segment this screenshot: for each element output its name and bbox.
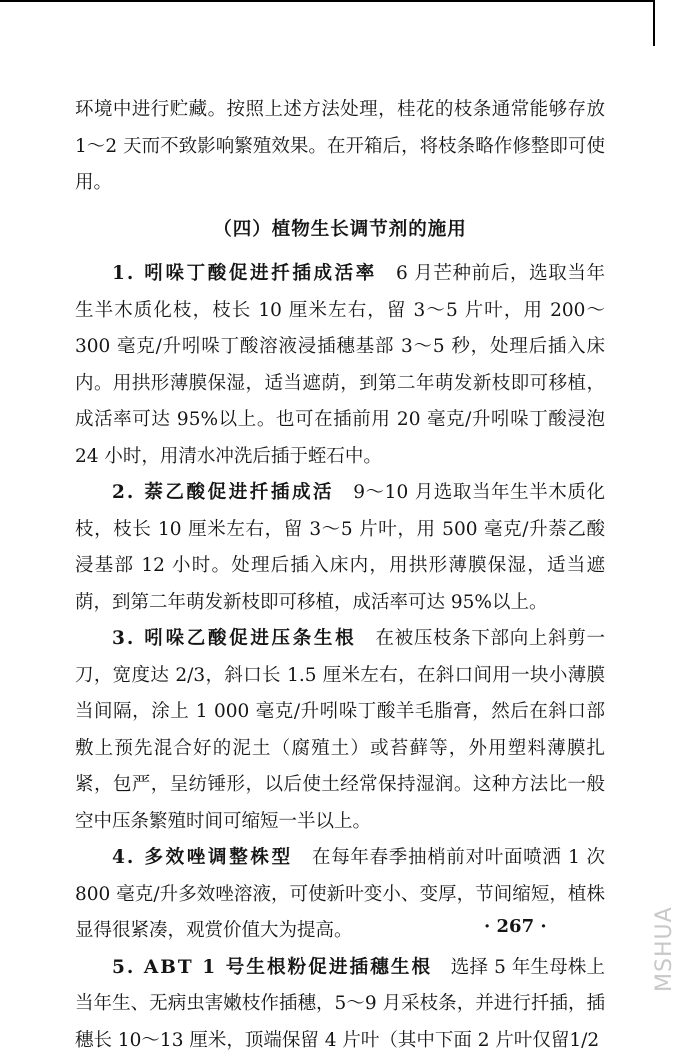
page-border-right	[653, 0, 655, 46]
item-body-4: 在每年春季抽梢前对叶面喷洒 1 次 800 毫克/升多效唑溶液，可使新叶变小、变厚，节间缩短，植株显得很紧凑，观赏价值大为提高。	[75, 847, 605, 941]
page-number: · 267 ·	[484, 916, 547, 937]
item-body-5: 选择 5 年生母株上当年生、无病虫害嫩枝作插穗，5～9 月采枝条，并进行扦插，插穗长 10～13 厘米，顶端保留 4 片叶（其中下面 2 片叶仅留1/2	[75, 957, 605, 1051]
section-title: （四）植物生长调节剂的施用	[75, 212, 605, 249]
item-body-2: 9～10 月选取当年生半木质化枝，枝长 10 厘米左右，留 3～5 片叶，用 500 毫克/升萘乙酸浸基部 12 小时。处理后插入床内，用拱形薄膜保湿，适当遮荫，到第二年萌发新枝即可移植，成活率可达 95%以上。	[75, 482, 605, 613]
item-body-3: 在被压枝条下部向上斜剪一刀，宽度达 2/3，斜口长 1.5 厘米左右，在斜口间用一块小薄膜当间隔，涂上 1 000 毫克/升吲哚丁酸羊毛脂膏，然后在斜口部敷上预先混合好的泥土（腐殖土）或苔藓等，外用塑料薄膜扎紧，包严，呈纺锤形，以后使土经常保持湿润。这种方法比一般空中压条繁殖时间可缩短一半以上。	[75, 628, 605, 832]
item-paragraph-2	[75, 475, 605, 621]
item-heading-5: 5. ABT 1 号生根粉促进插穗生根	[112, 957, 432, 978]
item-paragraph-3	[75, 621, 605, 840]
page-border-top	[0, 0, 655, 2]
item-paragraph-1	[75, 256, 605, 475]
item-heading-4: 4. 多效唑调整株型	[112, 847, 293, 868]
item-body-1: 6 月芒种前后，选取当年生半木质化枝，枝长 10 厘米左右，留 3～5 片叶，用 200～300 毫克/升吲哚丁酸溶液浸插穗基部 3～5 秒，处理后插入床内。用拱形薄膜保湿，适当遮荫，到第二年萌发新枝即可移植，成活率可达 95%以上。也可在插前用 20 毫克/升吲哚丁酸浸泡 24 小时，用清水冲洗后插于蛭石中。	[75, 263, 605, 467]
item-heading-2: 2. 萘乙酸促进扦插成活	[112, 482, 334, 503]
item-heading-1: 1. 吲哚丁酸促进扦插成活率	[112, 263, 377, 284]
watermark: MSHUA	[652, 882, 682, 992]
intro-paragraph: 环境中进行贮藏。按照上述方法处理，桂花的枝条通常能够存放 1～2 天而不致影响繁殖效果。在开箱后，将枝条略作修整即可使用。	[75, 92, 605, 202]
item-heading-3: 3. 吲哚乙酸促进压条生根	[112, 628, 356, 649]
item-paragraph-5	[75, 950, 605, 1059]
page-content	[75, 92, 605, 1059]
